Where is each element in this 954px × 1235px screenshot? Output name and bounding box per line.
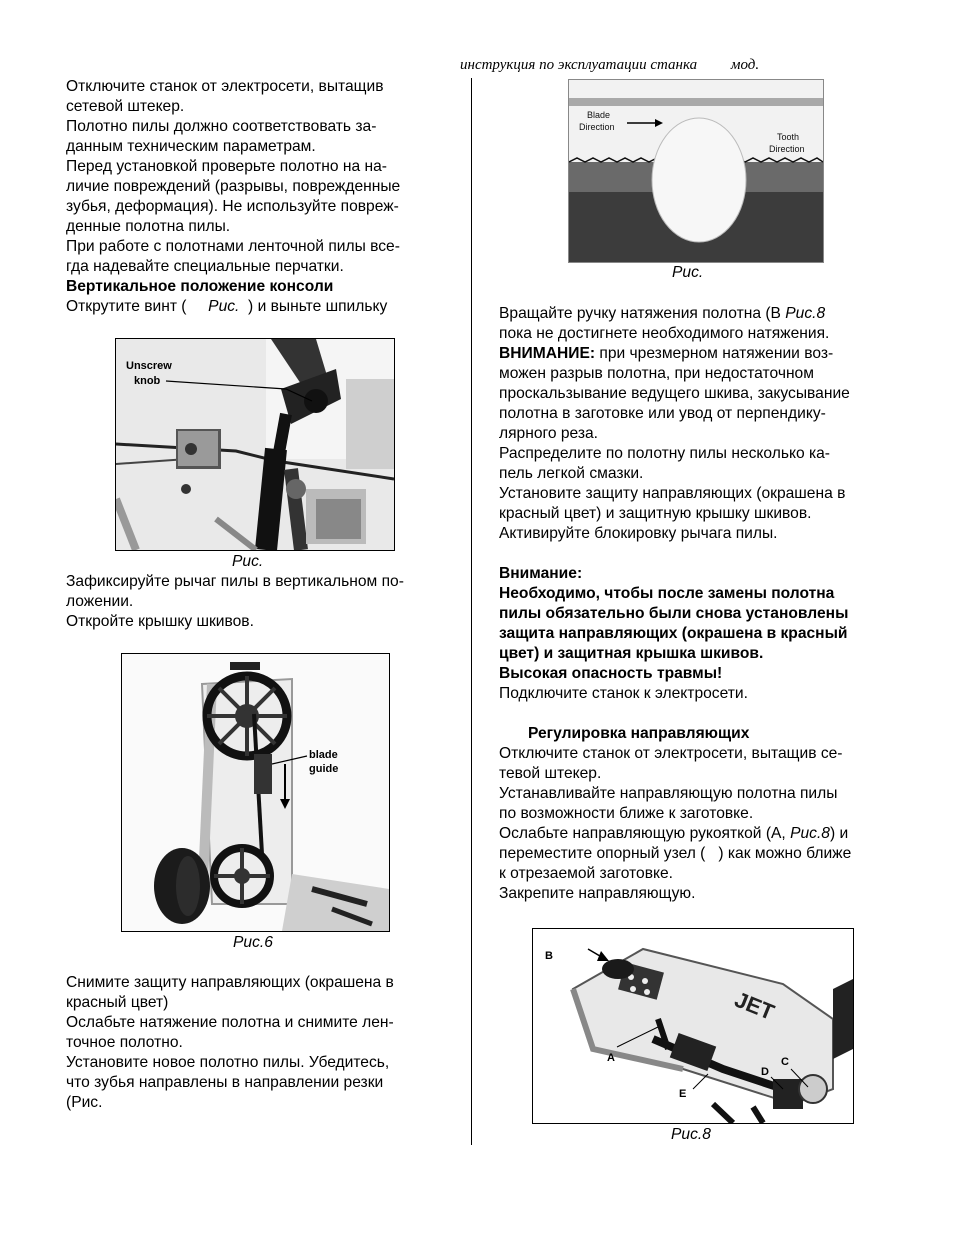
text-line: пель легкой смазки. bbox=[499, 465, 644, 482]
warning-label: ВНИМАНИЕ: bbox=[499, 345, 596, 362]
text-line: Отключите станок от электросети, вытащив bbox=[66, 78, 384, 95]
warning-paragraphs bbox=[499, 364, 899, 544]
blade-direction-label: Blade Direction bbox=[579, 110, 615, 132]
text-line: Установите защиту направляющих (окрашена в bbox=[499, 485, 846, 502]
text-line: (Рис. bbox=[66, 1094, 103, 1111]
fig7-caption: Рис. bbox=[672, 264, 704, 281]
text-line: При работе с полотнами ленточной пилы все- bbox=[66, 238, 400, 255]
tooth-direction-label: Tooth Direction bbox=[769, 132, 805, 154]
text-line: тевой штекер. bbox=[499, 765, 602, 782]
warning-first-text: при чрезмерном натяжении воз- bbox=[595, 345, 834, 362]
text-line: Распределите по полотну пилы несколько ка- bbox=[499, 445, 831, 462]
figure-unscrew-knob bbox=[115, 338, 395, 551]
fig8-caption: Рис.8 bbox=[671, 1126, 711, 1143]
fig8-label-a: A bbox=[607, 1052, 615, 1064]
text-line: Высокая опасность травмы! bbox=[499, 665, 723, 682]
text-line: гда надевайте специальные перчатки. bbox=[66, 258, 344, 275]
text-line: пока не достигнете необходимого натяжения. bbox=[499, 325, 830, 342]
loosen-fig-ref: Рис.8 bbox=[790, 825, 830, 842]
text-line: Перед установкой проверьте полотно на на- bbox=[66, 158, 388, 175]
text-line: Активируйте блокировку рычага пилы. bbox=[499, 525, 778, 542]
jet-saw-photo bbox=[533, 929, 853, 1123]
text-line: Устанавливайте направляющую полотна пилы bbox=[499, 785, 838, 802]
text-line: пилы обязательно были снова установлены bbox=[499, 605, 849, 622]
attention-block bbox=[499, 564, 899, 684]
fig6-label: blade guide bbox=[309, 749, 339, 775]
heading-guides-adjustment: Регулировка направляющих bbox=[528, 725, 750, 742]
text-line: Установите новое полотно пилы. Убедитесь, bbox=[66, 1054, 390, 1071]
text-line: красный цвет) bbox=[66, 994, 169, 1011]
jet-brand-text: JET bbox=[731, 986, 778, 1025]
unscrew-knob-photo bbox=[116, 339, 394, 550]
loosen-text-b: ) и bbox=[830, 825, 849, 842]
text-line: данным техническим параметрам. bbox=[66, 138, 316, 155]
right-column-text bbox=[499, 304, 899, 904]
unscrew-text-b: ) и выньте шпильку bbox=[248, 298, 388, 315]
connect-instruction: Подключите станок к электросети. bbox=[499, 685, 748, 702]
left-column-mid bbox=[66, 572, 456, 632]
left-column-bottom bbox=[66, 973, 456, 1113]
text-line: к отрезаемой заготовке. bbox=[499, 865, 673, 882]
text-line: защита направляющих (окрашена в красный bbox=[499, 625, 848, 642]
text-line: по возможности ближе к заготовке. bbox=[499, 805, 754, 822]
text-line: Откройте крышку шкивов. bbox=[66, 613, 254, 630]
text-line: Снимите защиту направляющих (окрашена в bbox=[66, 974, 394, 991]
text-line: Ослабьте натяжение полотна и снимите лен- bbox=[66, 1014, 394, 1031]
text-line: Закрепите направляющую. bbox=[499, 885, 696, 902]
text-line: зубья, деформация). Не используйте повреж- bbox=[66, 198, 399, 215]
page-header: инструкция по эксплуатации станка мод. bbox=[460, 57, 760, 73]
text-line: Внимание: bbox=[499, 565, 583, 582]
guides-paragraphs-2 bbox=[499, 844, 899, 904]
text-line: что зубья направлены в направлении резки bbox=[66, 1074, 384, 1091]
blade-guide-photo bbox=[122, 654, 389, 931]
fig8-label-d: D bbox=[761, 1066, 769, 1078]
column-divider bbox=[471, 78, 472, 1145]
fig5-label: Unscrew knob bbox=[126, 360, 172, 387]
text-line: Необходимо, чтобы после замены полотна bbox=[499, 585, 835, 602]
text-line: цвет) и защитная крышка шкивов. bbox=[499, 645, 764, 662]
fig8-label-b: B bbox=[545, 950, 553, 962]
replace-blade-paragraphs bbox=[66, 973, 456, 1113]
unscrew-instruction bbox=[66, 297, 456, 317]
figure-jet-saw bbox=[532, 928, 854, 1124]
text-line: переместите опорный узел ( ) как можно ближе bbox=[499, 845, 852, 862]
lever-paragraphs bbox=[66, 572, 456, 632]
blade-direction-diagram bbox=[569, 80, 823, 262]
text-line: Отключите станок от электросети, вытащив се- bbox=[499, 745, 843, 762]
fig8-label-c: C bbox=[781, 1056, 789, 1068]
text-line: ложении. bbox=[66, 593, 134, 610]
fig5-caption: Рис. bbox=[232, 553, 264, 570]
tension-fig-ref: Рис.8 bbox=[785, 305, 826, 322]
text-line: личие повреждений (разрывы, поврежденные bbox=[66, 178, 401, 195]
warning-first-line bbox=[499, 344, 899, 364]
intro-paragraphs bbox=[66, 77, 456, 277]
tension-instruction bbox=[499, 304, 899, 324]
tension-rest bbox=[499, 324, 899, 344]
guides-paragraphs bbox=[499, 744, 899, 824]
text-line: красный цвет) и защитную крышку шкивов. bbox=[499, 505, 812, 522]
left-column-top bbox=[66, 77, 456, 317]
figure-blade-guide bbox=[121, 653, 390, 932]
figure-blade-direction bbox=[568, 79, 824, 263]
fig8-label-e: E bbox=[679, 1088, 687, 1100]
text-line: Полотно пилы должно соответствовать за- bbox=[66, 118, 377, 135]
text-line: Зафиксируйте рычаг пилы в вертикальном по- bbox=[66, 573, 404, 590]
tension-text: Вращайте ручку натяжения полотна (В bbox=[499, 305, 786, 322]
text-line: полотна в заготовке или увод от перпендику- bbox=[499, 405, 826, 422]
text-line: денные полотна пилы. bbox=[66, 218, 231, 235]
text-line: проскальзывание ведущего шкива, закусывание bbox=[499, 385, 850, 402]
heading-vertical-position: Вертикальное положение консоли bbox=[66, 278, 334, 295]
fig-ref: Рис. bbox=[208, 298, 240, 315]
text-line: можен разрыв полотна, при недостаточном bbox=[499, 365, 814, 382]
text-line: точное полотно. bbox=[66, 1034, 183, 1051]
unscrew-text-a: Открутите винт ( bbox=[66, 298, 187, 315]
text-line: сетевой штекер. bbox=[66, 98, 185, 115]
text-line: лярного реза. bbox=[499, 425, 599, 442]
loosen-text-a: Ослабьте направляющую рукояткой (А, bbox=[499, 825, 791, 842]
fig6-caption: Рис.6 bbox=[233, 934, 273, 951]
loosen-instruction bbox=[499, 824, 899, 844]
